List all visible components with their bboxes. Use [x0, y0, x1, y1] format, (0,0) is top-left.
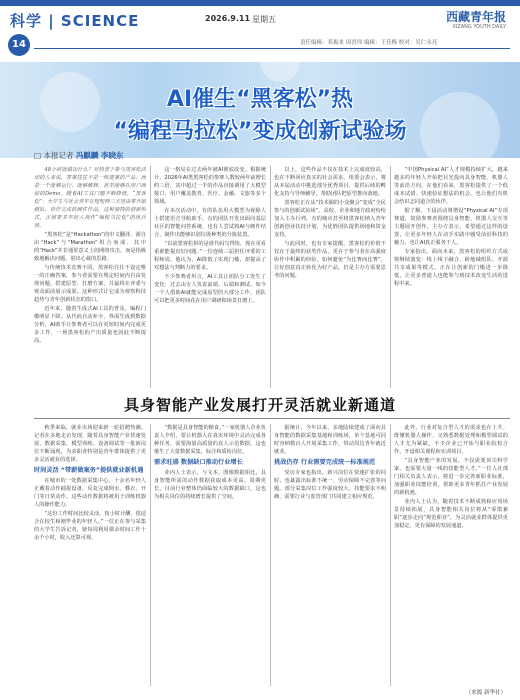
paragraph: “以前黑客松拼的是谁代码写得快，现在更看重谁能提出好问题。”一位连续三届担任评委的工程师说。他认为，AI降低了实现门槛，却提高了对想法与判断力的要求。 — [154, 241, 266, 271]
issue-weekday: 星期五 — [252, 15, 276, 24]
article1-title-line2: “编程马拉松”变成创新试验场 — [113, 119, 407, 144]
paragraph: 这一格局在过去两年被AI彻底改变。根据统计，2026年AI类黑客松的参赛人数较两年前增长约三倍，其中超过一半的作品直接调用了大模型接口，用户覆盖教育、医疗、金融、文旅等多个领域。 — [154, 167, 266, 205]
page-header — [0, 0, 520, 62]
paragraph: 黑客松正在从“技术圈的小众聚会”变成“全民参与的创新试验场”。高校、企业和地方政府纷纷加入主办行列，有的城市甚至将黑客松纳入青年创新创业扶持计划，为优胜团队提供场地和资金支持。 — [274, 200, 386, 238]
article1-column-3 — [274, 166, 386, 388]
newspaper-logo: 西藏青年报 — [445, 10, 506, 24]
article1-byline — [34, 150, 124, 161]
paragraph: “具身智能产业的发展，不仅需要顶尖科学家，也需要大量一线的技能型人才。”一位人社部门相关负责人表示，将进一步完善新职业标准，加强职业技能培训，帮助更多青年抓住产业发展的新机遇。 — [394, 458, 508, 496]
article1-column-2 — [154, 166, 266, 388]
header-color-bar — [0, 0, 520, 6]
paragraph: 业内人士表示，与文本、图像数据相比，具身智能所需的动作数据获取成本更高、周期更长，目前行业整体仍面临较大的数据缺口，这也为相关岗位的持续增长提供了空间。 — [154, 470, 266, 500]
paragraph: 不少参赛者坦言，AI工具让团队分工发生了变化：过去由专人负责前端、后端和测试，如今一个人借助AI就能完成原型的大部分工作，团队可以把更多时间花在用户调研和场景打磨上。 — [154, 274, 266, 304]
column-divider — [390, 424, 391, 686]
paragraph: 据统计，今年以来，多地陆续建成了面向具身智能的数据采集基地和训练场，单个基地可同时容纳数百人开展采集工作，带动周边青年就近就业。 — [274, 425, 386, 455]
paragraph: “中国Physical AI”人才规模持续扩大，越来越多的年轻人开始把目光投向具身智能、机器人等前沿方向。在他们看来，黑客松提供了一个低成本试错、快速验证想法的机会，也让他们有机会结识志同道合的伙伴。 — [394, 167, 508, 205]
column-divider — [150, 166, 151, 388]
paragraph: 业内人士认为，随着技术不断成熟和应用场景持续拓展，具身智能相关岗位将从“零散兼职”逐步走向“规范职业”，为灵活就业群体提供更加稳定、更有保障的发展通道。 — [394, 499, 508, 529]
article1-column-4 — [394, 166, 508, 388]
column-divider — [390, 166, 391, 388]
byline-prefix: □ 本报记者 — [34, 151, 74, 160]
paragraph: 此外，行业对复合型人才的需求也在上升。既懂机器人操作、又熟悉数据处理和模型调试的人才尤为紧缺，不少企业已开始与职业院校合作，开设相关课程和实训项目。 — [394, 425, 508, 455]
article2-subheading-3: 挑战仍存 行业需要完成统一标准规范 — [274, 459, 376, 466]
page-number-badge: 14 — [8, 34, 30, 56]
column-divider — [150, 424, 151, 686]
article1-title-banner — [0, 62, 520, 158]
newspaper-logo-subtitle: XIZANG YOUTH DAILY — [452, 24, 506, 30]
paragraph: “数据是具身智能的粮食。”一家机器人企业负责人介绍，要让机器人在真实环境中灵活完成各种任务，需要海量高质量的真人示范数据，这也催生了大量数据采集、标注和质检岗位。 — [154, 425, 266, 455]
article2-column-1 — [34, 424, 146, 686]
banner-decoration — [260, 62, 300, 82]
article1-lead: 48小时能做出什么？对热衷于参与黑客松活动的人来说，答案往往不是一纸提案的产品，而是一个能够运行、能够解释，甚至能够在用户面前的Demo。随着AI工具门槛不断降低，“黑客松”：大学生与社会青年在短短两三天里由零开始组队、协作完成软硬件作品，这种独特的创新形式，正被更多年轻人视作“编程马拉松”的练兵场。 — [34, 167, 146, 229]
article2-column-3 — [274, 424, 386, 686]
paragraph: 近年来，随着生成式AI工具的普及，编程门槛明显下降。从代码自动补全、界面生成到数据分析，AI助手让参赛者可以在更短时间内完成更多工作，一场黑客松的产出质量也因此不断提高。 — [34, 306, 146, 344]
article2-column-2 — [154, 424, 266, 686]
article2-column-4 — [394, 424, 508, 686]
article2-subheading-2: 需求旺盛 数据缺口推动行业增长 — [154, 459, 243, 466]
paragraph: “黑客松”是“Hackathon”的中文翻译，源自由“Hack”与“Marathon”组合而成，其中的“Hack”并非通常意义上的网络攻击，而是指极致地解决问题、别出心裁的思路。 — [34, 232, 146, 262]
article2-headline: 具身智能产业发展打开灵活就业新通道 — [123, 396, 396, 414]
article2-source: （来源 新华社） — [465, 690, 506, 696]
paragraph: 在本次活动中，有的队伍用大模型为视障人士搭建语音导航助手，有的团队开发出面向基层社区的智能问答系统，也有人尝试将AI与硬件结合，制作出能够识别垃圾种类的分拣装置。 — [154, 208, 266, 238]
paragraph: 专家指出，面向未来，黑客松的组织方式或将继续演变：线上线下融合、跨地域组队、开源共享成果等模式，正在让创新的门槛进一步降低，让更多普通人也能参与到技术改变生活的进程中来。 — [394, 249, 508, 287]
editor-credits: 责任编辑：邓振来 周晋伟 编辑：王佳梅 校对：吴仁永亮 — [300, 40, 438, 46]
article1-column-1 — [34, 166, 146, 388]
paragraph: 在城市的一处数据采集中心，十余名年轻人正戴着动作捕捉设备，反复完成倒水、叠衣、开门等日常动作。这些动作数据将被用于训练机器人的操作能力。 — [34, 478, 146, 508]
byline-authors: 冯麒麟 李晓东 — [75, 151, 124, 160]
paragraph: 以上，这些作品不仅在技术上完成度较高，也在不断回应真实的社会需求。组委会表示，将从本届活动中挑选部分优秀项目，提供后续的孵化支持与导师辅导，帮助团队把原型推向落地。 — [274, 167, 386, 197]
article1-title-line1: AI催生“黑客松”热 — [166, 87, 354, 112]
paragraph: “这份工作时间比较灵活，按小时计酬，很适合在校生和刚毕业的年轻人。”一位正在参与采集的大学生告诉记者，她每周利用课余时间工作十余个小时，收入还算可观。 — [34, 511, 146, 541]
article2-subheading-1: 时间灵活 “带薪做案务”提供就业新机遇 — [34, 467, 144, 474]
column-divider — [270, 424, 271, 686]
paragraph: 受访专家也指出，新兴岗位在快速扩张的同时，也暴露出标准不统一、劳动保障不完善等问题。部分采集岗位工作强度较大、技能要求不明确，需要行业与监管部门共同建立相应规范。 — [274, 470, 386, 500]
paragraph: 据了解，下届活动将增设“Physical AI”专项赛道，鼓励参赛者围绕具身智能、机器人交互等主题展开创作。主办方表示，希望通过这样的设置，让更多年轻人在动手实践中感受前沿科技的魅力，也让AI真正服务于人。 — [394, 208, 508, 246]
column-divider — [270, 166, 271, 388]
paragraph: 与传统技术竞赛不同，黑客松往往不设定唯一的正确答案，参与者需要在规定时间内自由发现问题、搭建原型、打磨方案，并最终在评委与观众面前展示成果。这种形式让它成为观察科技趋势与青年创新状态的窗口。 — [34, 265, 146, 303]
paragraph: 与此同时，也有专家提醒，黑客松的价值不仅在于最终的获奖作品，更在于参与者在高强度协作中积累的经验。如何避免“为比赛而比赛”，让好创意真正转化为好产品，仍是主办方需要思考的问题。 — [274, 241, 386, 279]
article2-headline-rule — [34, 418, 510, 419]
issue-date: 2026.9.11 — [205, 14, 251, 23]
article2-lead: 秋季来临，就业市场迎来新一轮招聘热潮。记者在多地走访发现，随着具身智能产业快速发展，数据采集、模型训练、设备调试等一批新岗位不断涌现，为求职者特别是青年群体提供了更多灵活就业的选择。 — [34, 425, 146, 463]
header-divider — [34, 48, 510, 49]
section-title: 科学 | SCIENCE — [10, 12, 140, 30]
